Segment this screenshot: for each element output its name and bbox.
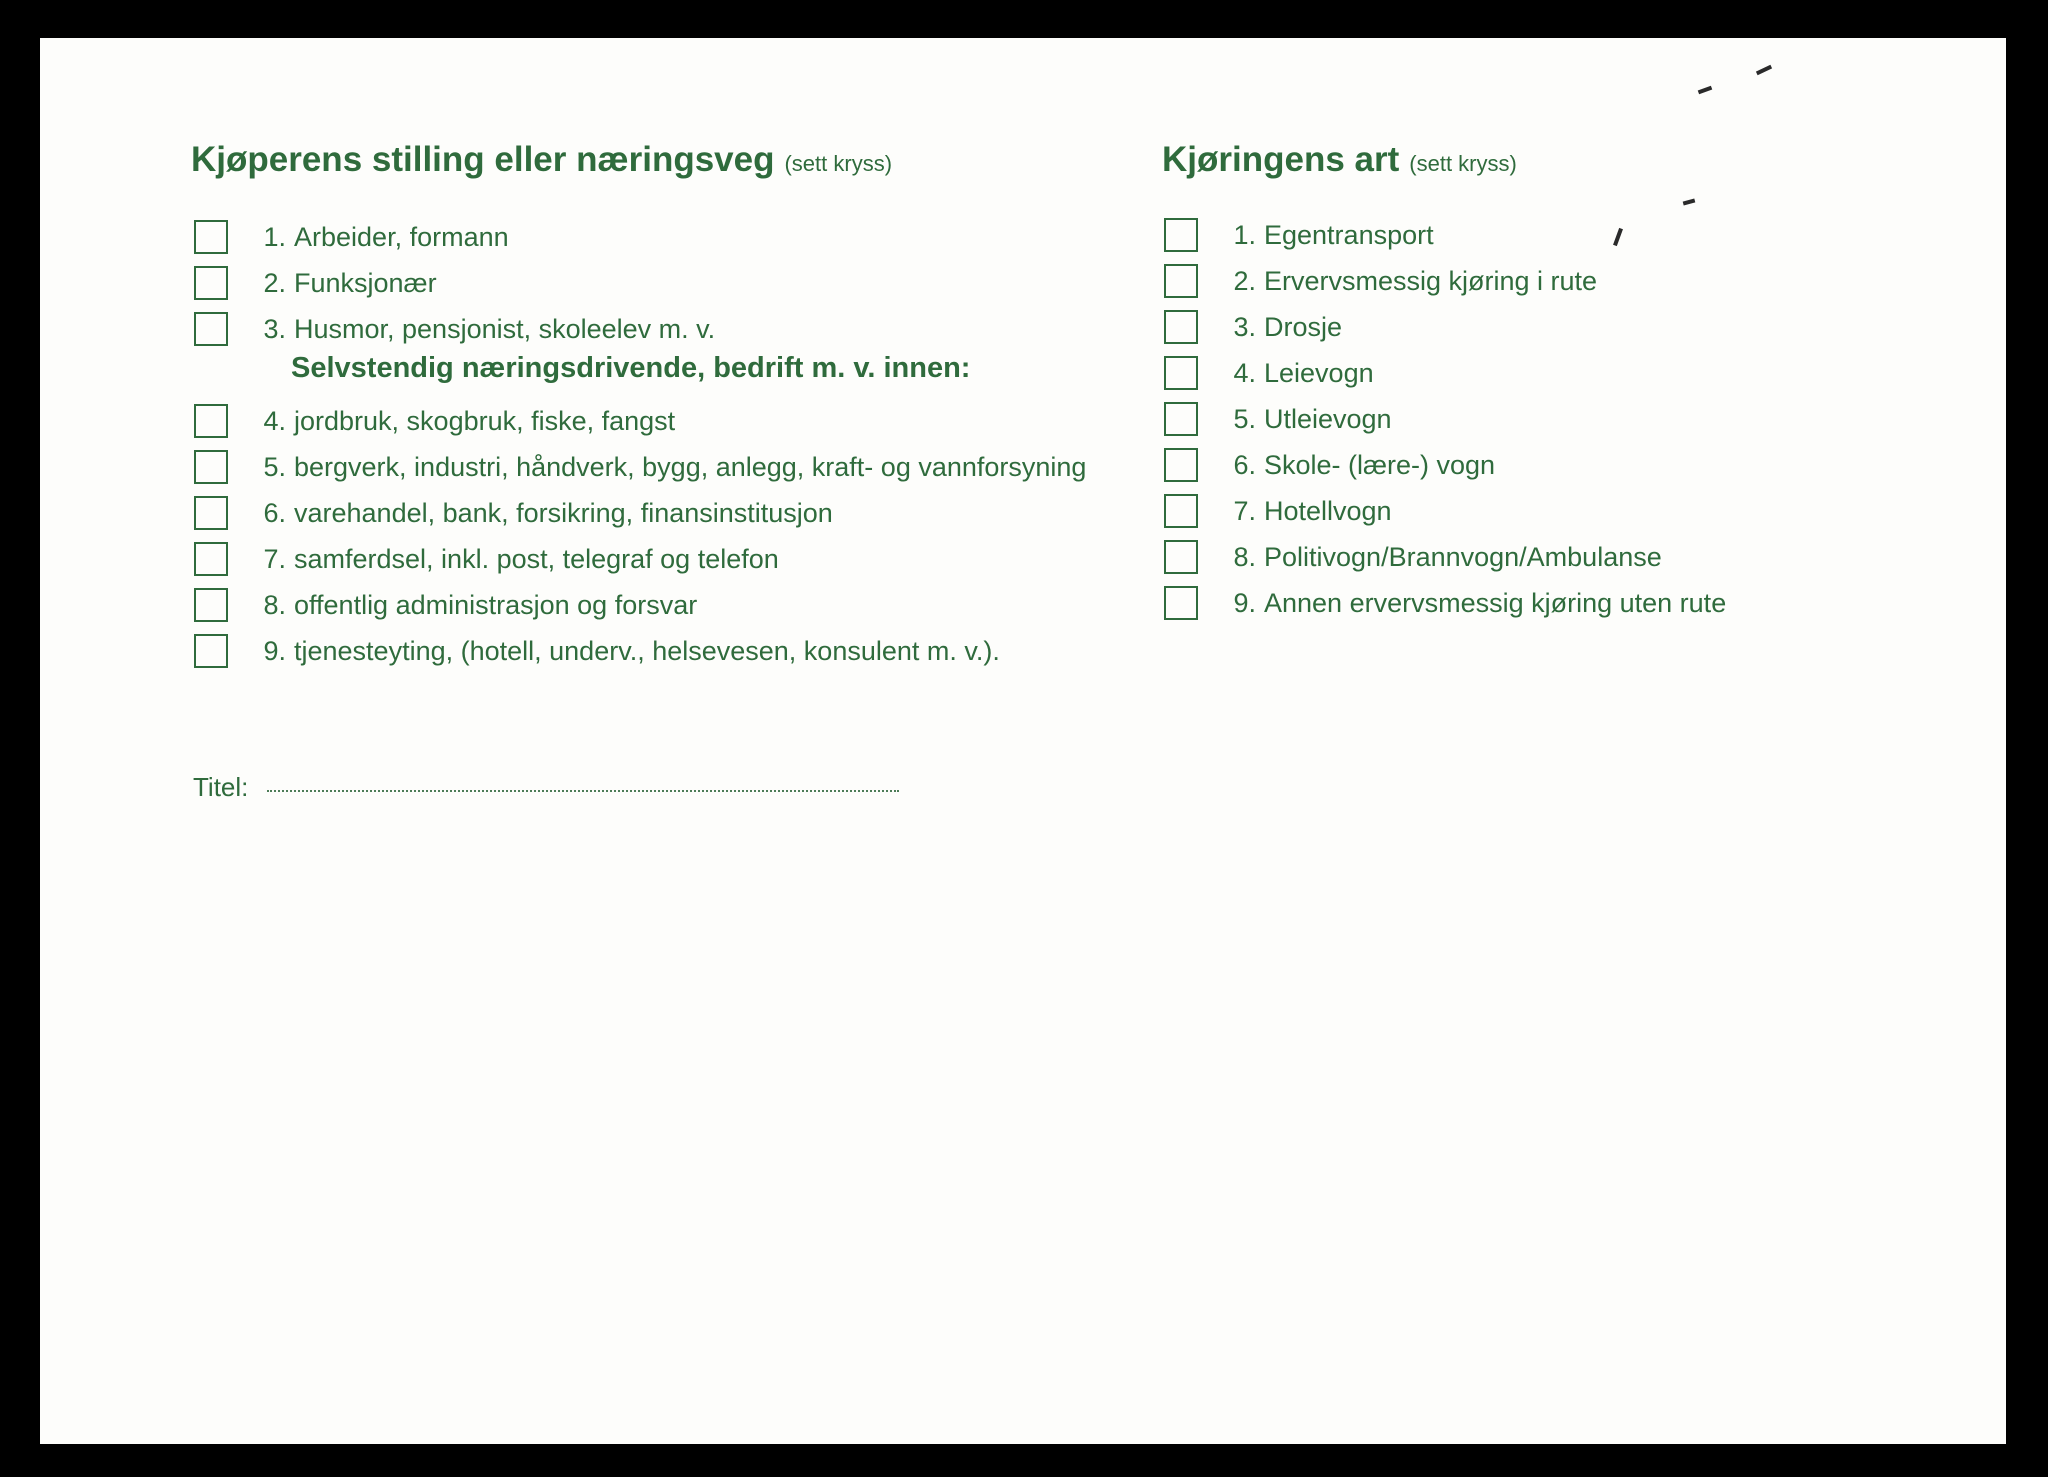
checkbox[interactable] — [1164, 264, 1198, 298]
buyer-occupation-title: Kjøperens stilling eller næringsveg — [191, 140, 775, 179]
checkbox[interactable] — [194, 588, 228, 622]
checkbox[interactable] — [1164, 402, 1198, 436]
checkbox[interactable] — [194, 404, 228, 438]
checkbox[interactable] — [1164, 448, 1198, 482]
option-label: offentlig administrasjon og forsvar — [294, 590, 698, 620]
checkbox[interactable] — [1164, 540, 1198, 574]
option-number: 5. — [1233, 404, 1256, 434]
option-label: jordbruk, skogbruk, fiske, fangst — [294, 406, 676, 436]
checkbox[interactable] — [194, 496, 228, 530]
option-number: 9. — [263, 636, 286, 666]
option-number: 8. — [263, 590, 286, 620]
checkbox[interactable] — [194, 312, 228, 346]
option-number: 6. — [1233, 450, 1256, 480]
option-label: varehandel, bank, forsikring, finansinstitusjon — [294, 498, 833, 528]
option-label: Annen ervervsmessig kjøring uten rute — [1264, 588, 1727, 618]
self-employed-subheading: Selvstendig næringsdrivende, bedrift m. v. innen: — [291, 352, 971, 384]
option-label: tjenesteyting, (hotell, underv., helsevesen, konsulent m. v.). — [294, 636, 1000, 666]
titel-field[interactable] — [267, 790, 899, 792]
checkbox[interactable] — [194, 220, 228, 254]
buyer-occupation-hint: (sett kryss) — [784, 151, 893, 176]
option-number: 2. — [263, 268, 286, 298]
option-number: 7. — [1233, 496, 1256, 526]
option-number: 7. — [263, 544, 286, 574]
option-label: Arbeider, formann — [294, 222, 509, 252]
option-label: Husmor, pensjonist, skoleelev m. v. — [294, 314, 716, 344]
option-number: 1. — [263, 222, 286, 252]
option-label: Skole- (lære-) vogn — [1264, 450, 1496, 480]
checkbox[interactable] — [1164, 218, 1198, 252]
option-number: 4. — [263, 406, 286, 436]
option-number: 4. — [1233, 358, 1256, 388]
option-number: 1. — [1233, 220, 1256, 250]
option-number: 9. — [1233, 588, 1256, 618]
checkbox[interactable] — [194, 450, 228, 484]
option-label: Funksjonær — [294, 268, 437, 298]
option-number: 8. — [1233, 542, 1256, 572]
checkbox[interactable] — [1164, 356, 1198, 390]
option-number: 5. — [263, 452, 286, 482]
option-number: 3. — [1233, 312, 1256, 342]
checkbox[interactable] — [1164, 494, 1198, 528]
checkbox[interactable] — [194, 542, 228, 576]
option-number: 6. — [263, 498, 286, 528]
option-label: Ervervsmessig kjøring i rute — [1264, 266, 1598, 296]
titel-label: Titel: — [193, 772, 249, 802]
buyer-occupation-heading — [191, 140, 892, 180]
option-label: Leievogn — [1264, 358, 1374, 388]
option-number: 2. — [1233, 266, 1256, 296]
option-label: Politivogn/Brannvogn/Ambulanse — [1264, 542, 1662, 572]
checkbox[interactable] — [1164, 586, 1198, 620]
option-label: samferdsel, inkl. post, telegraf og telefon — [294, 544, 779, 574]
driving-type-hint: (sett kryss) — [1409, 151, 1517, 176]
option-label: Drosje — [1264, 312, 1343, 342]
option-number: 3. — [263, 314, 286, 344]
checkbox[interactable] — [1164, 310, 1198, 344]
option-label: Hotellvogn — [1264, 496, 1392, 526]
option-label: bergverk, industri, håndverk, bygg, anlegg, kraft- og vannforsyning — [294, 452, 1087, 482]
option-label: Utleievogn — [1264, 404, 1392, 434]
option-label: Egentransport — [1264, 220, 1434, 250]
driving-type-heading — [1162, 140, 1517, 180]
checkbox[interactable] — [194, 266, 228, 300]
driving-type-title: Kjøringens art — [1162, 140, 1400, 179]
checkbox[interactable] — [194, 634, 228, 668]
